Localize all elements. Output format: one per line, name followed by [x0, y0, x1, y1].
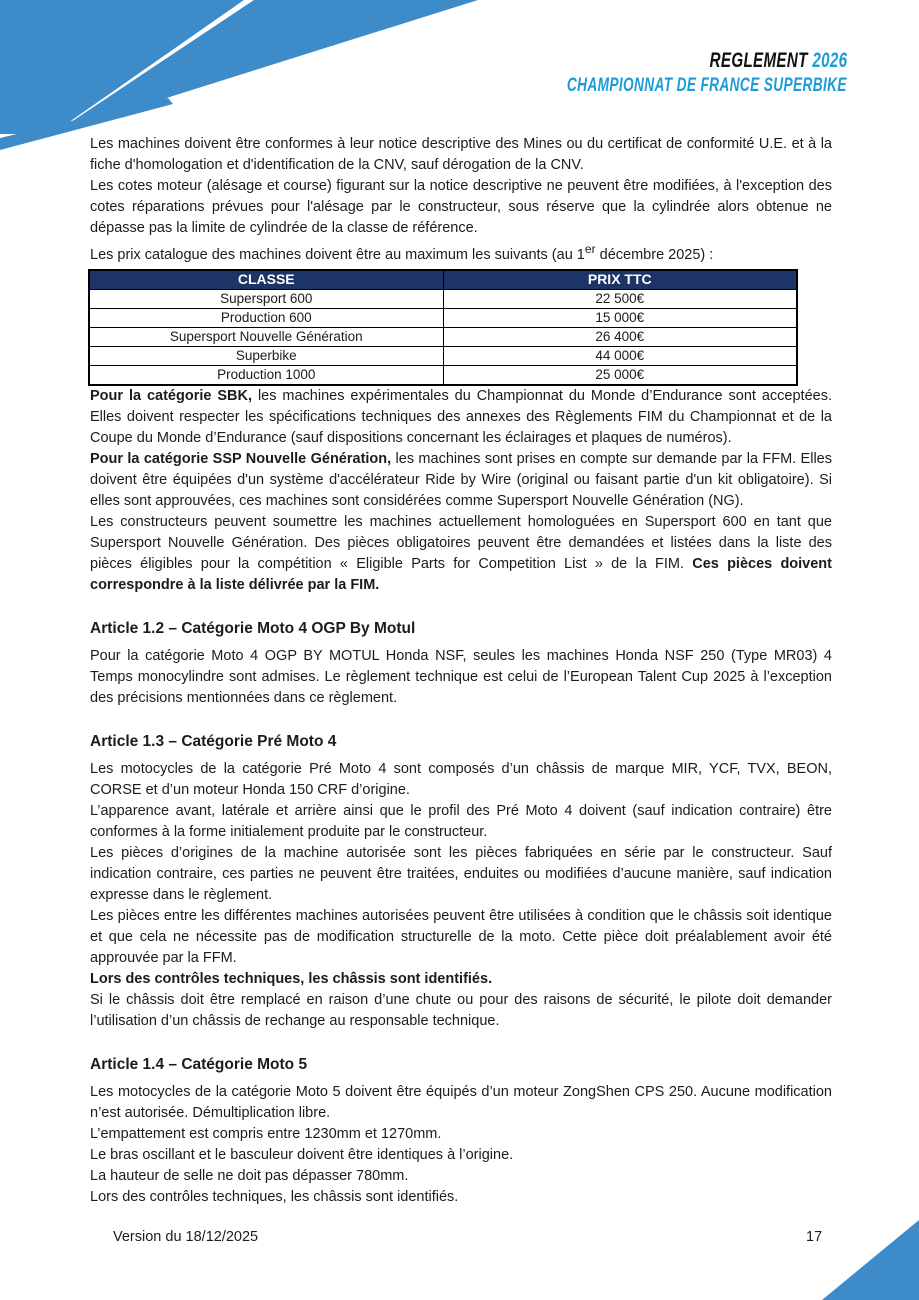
article-1-2-paragraph: Pour la catégorie Moto 4 OGP BY MOTUL Honda NSF, seules les machines Honda NSF 250 (Type MR03) 4 Temps monocylindre sont admises. Le règlement technique est celui de l’European Talent Cup 2025 à l’exception des précisions mentionnées dans ce règlement.	[90, 647, 832, 706]
cell-prix: 15 000€	[443, 308, 797, 327]
table-row	[89, 289, 797, 308]
superscript-er: er	[584, 242, 596, 256]
article-1-4-line-4: Lors des contrôles techniques, les châssis sont identifiés.	[90, 1188, 459, 1205]
swoosh-decoration-icon	[0, 0, 480, 150]
article-1-3-paragraph-3: Les pièces d’origines de la machine autorisée sont les pièces fabriquées en série par le constructeur. Sauf indication contraire, ces parties ne peuvent être traitées, enduites ou modifiées d’aucune manière, sauf indication expresse dans le règlement.	[90, 844, 832, 903]
price-table-header-classe: CLASSE	[89, 270, 443, 290]
price-table-header-row	[89, 270, 797, 290]
cell-classe: Supersport 600	[89, 289, 443, 308]
article-1-4-line-2: Le bras oscillant et le basculeur doivent être identiques à l’origine.	[90, 1146, 514, 1163]
article-1-2-heading: Article 1.2 – Catégorie Moto 4 OGP By Motul	[90, 619, 416, 637]
header-subtitle: CHAMPIONNAT DE FRANCE SUPERBIKE	[567, 75, 847, 97]
price-table	[88, 269, 798, 386]
paragraph-intro-1: Les machines doivent être conformes à leur notice descriptive des Mines ou du certificat de conformité U.E. et à la fiche d'homologation et d'identification de la CNV, sauf dérogation de la CNV.	[90, 136, 832, 173]
article-1-3-paragraph-2: L’apparence avant, latérale et arrière ainsi que le profil des Pré Moto 4 doivent (sauf indication contraire) être conformes à la forme initialement produite par le constructeur.	[90, 802, 832, 840]
price-intro-line: Les prix catalogue des machines doivent être au maximum les suivants (au 1er décembre 2025) :	[90, 242, 714, 263]
cell-classe: Production 600	[89, 308, 443, 327]
paragraph-ssp-2: Les constructeurs peuvent soumettre les machines actuellement homologuées en Supersport 600 en tant que Supersport Nouvelle Génération. Des pièces obligatoires peuvent être demandées et listées dans la liste des pièces éligibles pour la compétition « Eligible Parts for Competition List » de la FIM. Ces pièces doivent correspondre à la liste délivrée par la FIM.	[90, 513, 832, 593]
article-1-3-bold-line: Lors des contrôles techniques, les châssis sont identifiés.	[90, 970, 493, 987]
article-1-4-line-1: L’empattement est compris entre 1230mm et 1270mm.	[90, 1125, 442, 1142]
price-table-header-prix: PRIX TTC	[443, 270, 797, 290]
article-1-3-paragraph-5: Si le châssis doit être remplacé en raison d’une chute ou pour des raisons de sécurité, le pilote doit demander l’utilisation d’un châssis de rechange au responsable technique.	[90, 991, 832, 1029]
corner-triangle-decoration-icon	[822, 1220, 919, 1300]
document-header	[458, 48, 847, 98]
article-1-4-paragraph: Les motocycles de la catégorie Moto 5 doivent être équipés d’un moteur ZongShen CPS 250. Aucune modification n’est autorisée. Démultiplication libre.	[90, 1083, 832, 1121]
article-1-4-heading: Article 1.4 – Catégorie Moto 5	[90, 1055, 308, 1073]
header-title	[709, 48, 847, 74]
article-1-3-paragraph-4: Les pièces entre les différentes machines autorisées peuvent être utilisées à condition que le châssis soit identique et que cela ne nécessite pas de modification structurelle de la moto. Cette pièce doit préalablement avoir été approuvée par la FFM.	[90, 907, 832, 966]
cell-prix: 22 500€	[443, 289, 797, 308]
footer-version-label: Version du 18/12/2025	[113, 1229, 259, 1245]
cell-prix: 26 400€	[443, 327, 797, 346]
ssp-bold-end: Ces pièces doivent correspondre à la liste délivrée par la FIM.	[90, 555, 832, 593]
cell-prix: 44 000€	[443, 346, 797, 365]
paragraph-ssp: Pour la catégorie SSP Nouvelle Génération, les machines sont prises en compte sur demande par la FFM. Elles doivent être équipées d'un système d'accélérateur Ride by Wire (original ou faisant partie d'un kit obligatoire). Si elles sont approuvées, ces machines sont considérées comme Supersport Nouvelle Génération (NG).	[90, 450, 832, 509]
table-row	[89, 327, 797, 346]
article-1-3-heading: Article 1.3 – Catégorie Pré Moto 4	[90, 732, 337, 750]
footer-page-number: 17	[806, 1229, 823, 1245]
header-title-word: REGLEMENT	[709, 49, 808, 72]
header-title-year: 2026	[811, 49, 847, 72]
paragraph-sbk: Pour la catégorie SBK, les machines expérimentales du Championnat du Monde d’Endurance sont acceptées. Elles doivent respecter les spécifications techniques des annexes des Règlements FIM du Championnat et de la Coupe du Monde d’Endurance (sauf dispositions concernant les éclairages et plaques de numéros).	[90, 387, 832, 446]
table-row	[89, 346, 797, 365]
sbk-lead: Pour la catégorie SBK,	[90, 387, 253, 404]
cell-classe: Superbike	[89, 346, 443, 365]
article-1-3-paragraph-1: Les motocycles de la catégorie Pré Moto 4 sont composés d’un châssis de marque MIR, YCF, TVX, BEON, CORSE et d’un moteur Honda 150 CRF d’origine.	[90, 760, 832, 798]
table-row	[89, 365, 797, 385]
table-row	[89, 308, 797, 327]
document-body	[90, 134, 832, 1208]
cell-prix: 25 000€	[443, 365, 797, 385]
article-1-4-line-3: La hauteur de selle ne doit pas dépasser 780mm.	[90, 1167, 409, 1184]
cell-classe: Production 1000	[89, 365, 443, 385]
cell-classe: Supersport Nouvelle Génération	[89, 327, 443, 346]
ssp-lead: Pour la catégorie SSP Nouvelle Génération,	[90, 450, 392, 467]
paragraph-intro-2: Les cotes moteur (alésage et course) figurant sur la notice descriptive ne peuvent être modifiées, à l'exception des cotes réparations prévues pour l'alésage par le constructeur, sous réserve que la cylindrée alors obtenue ne dépasse pas la limite de cylindrée de la classe de référence.	[90, 178, 832, 236]
